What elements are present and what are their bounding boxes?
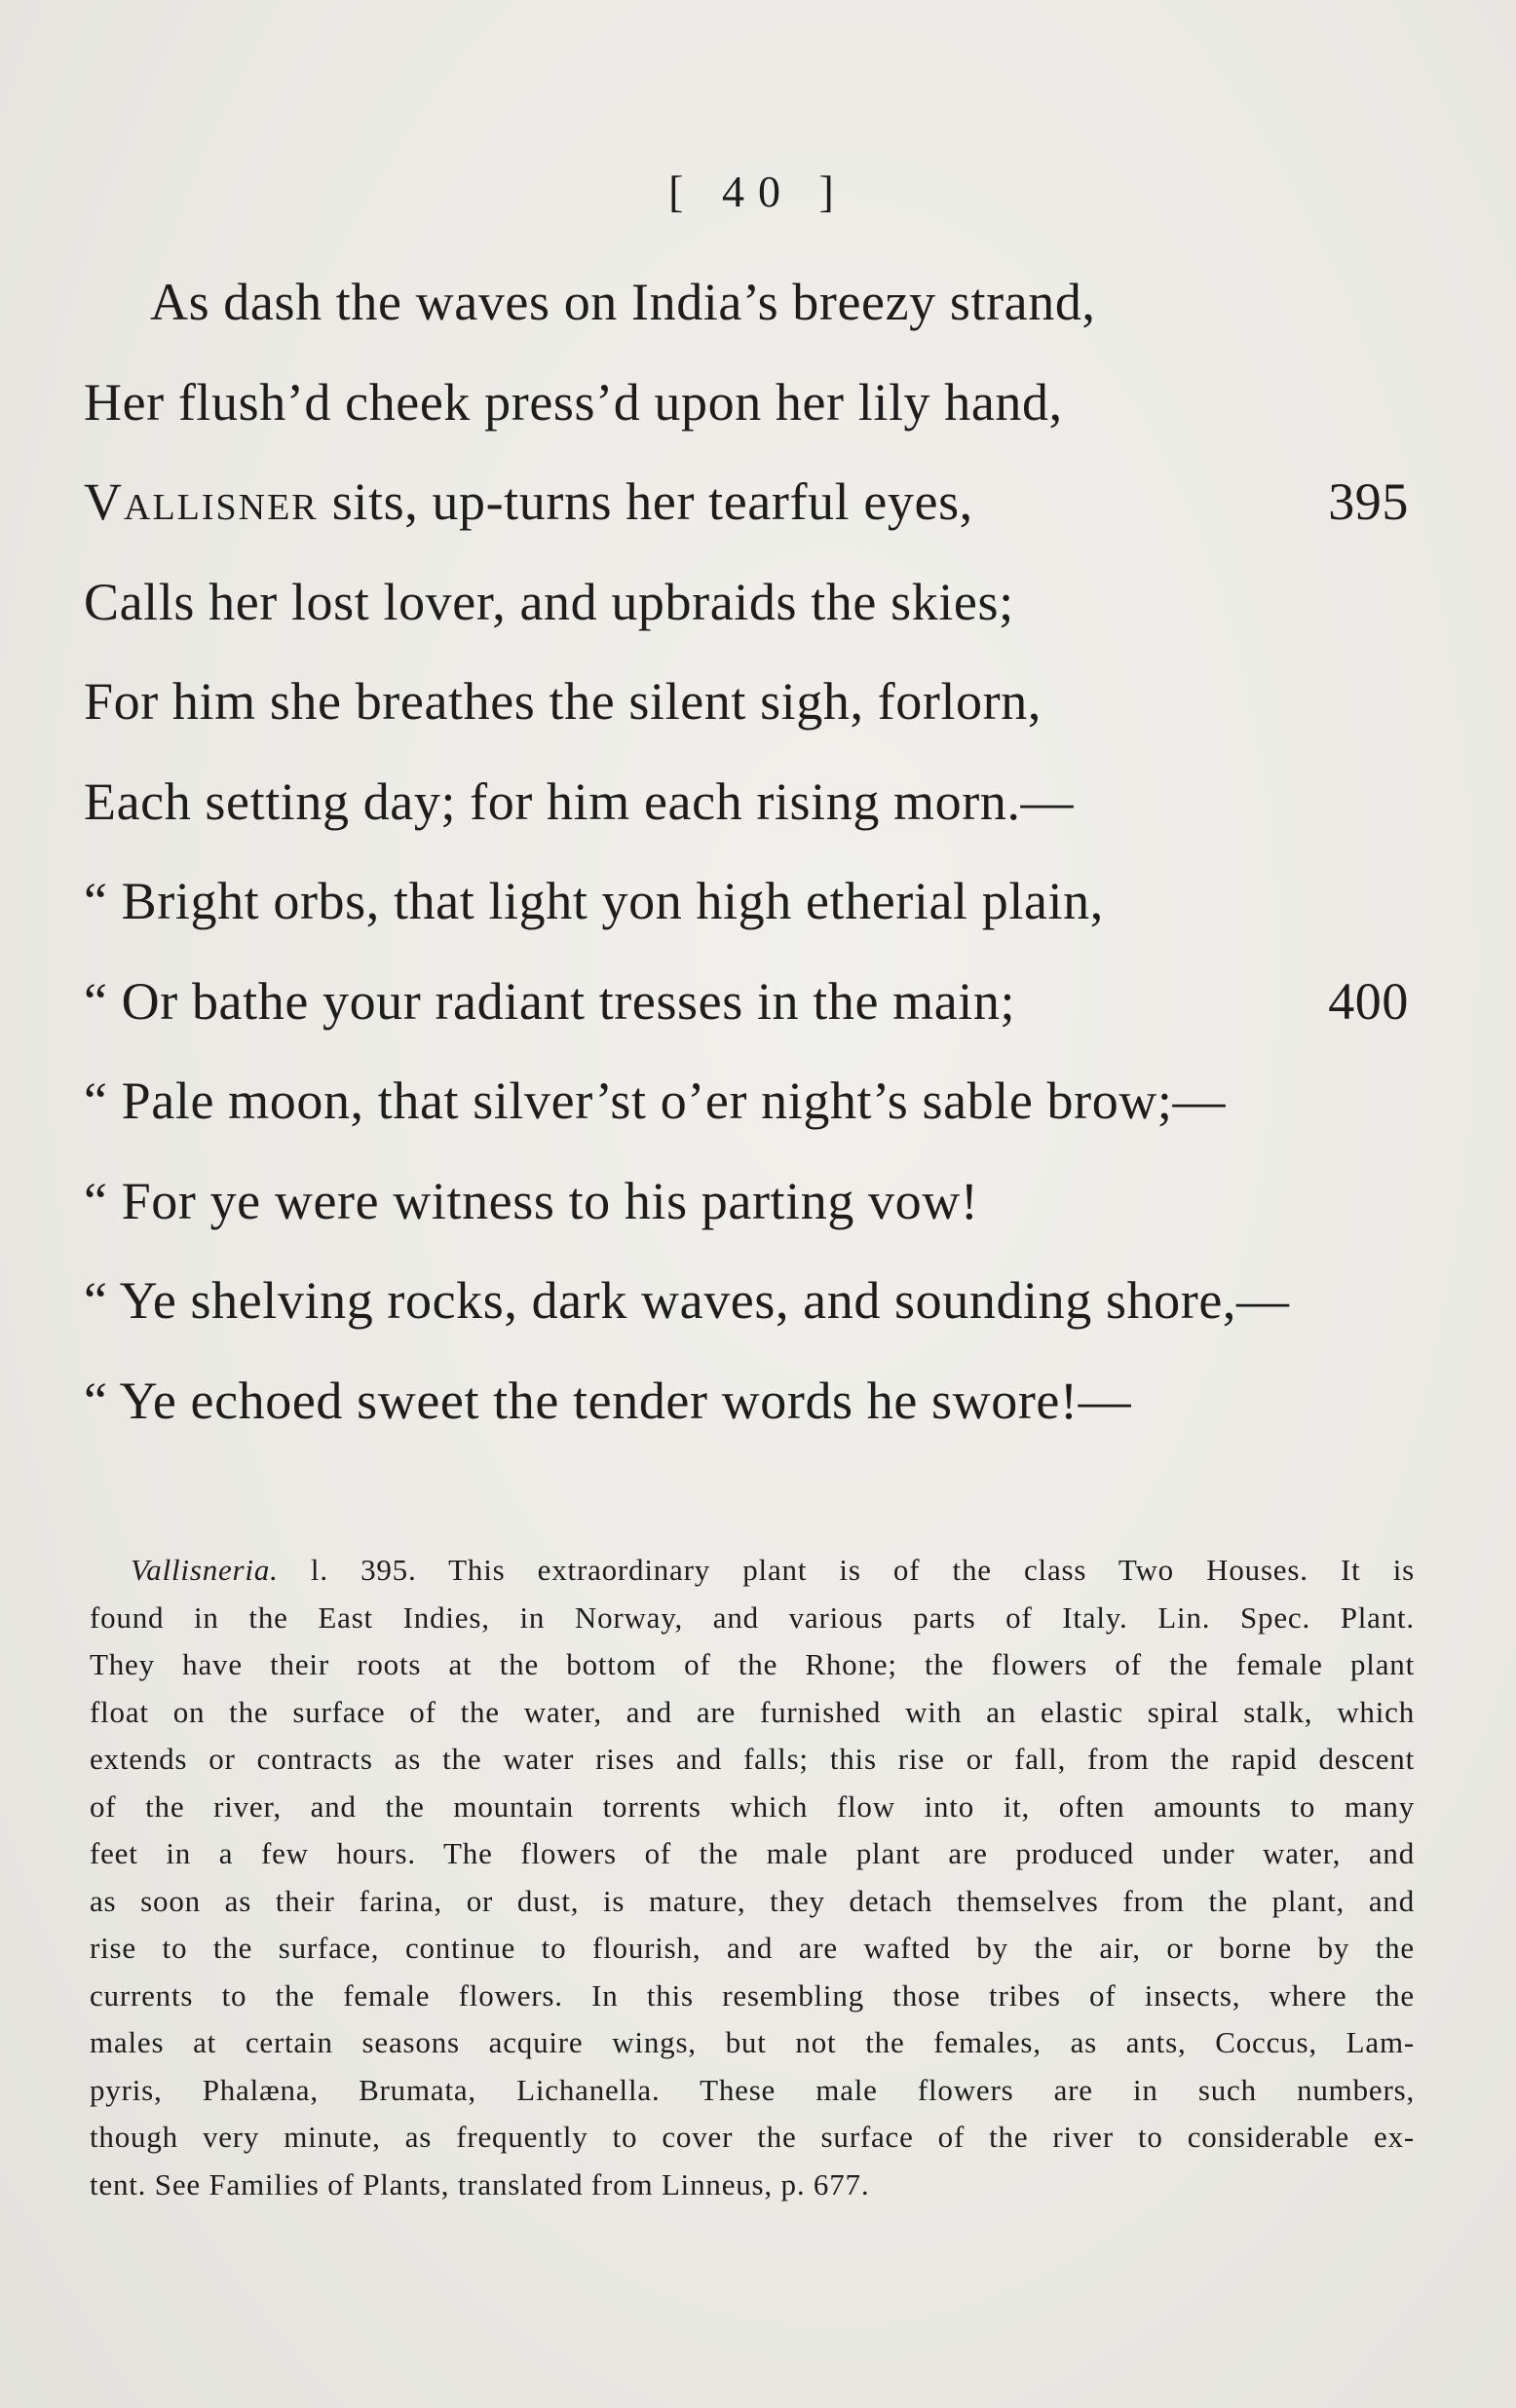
verse-line (84, 1062, 1409, 1162)
footnote-line (90, 1784, 1415, 1831)
footnote-text: males at certain seasons acquire wings, but not the females, as ants, Coccus, Lam- (90, 2025, 1415, 2059)
verse-line (84, 1261, 1409, 1362)
verse-text: For him she breathes the silent sigh, forlorn, (84, 672, 1042, 731)
page-number: [ 40 ] (668, 167, 848, 216)
footnote (90, 1547, 1415, 2208)
footnote-text: extends or contracts as the water rises and falls; this rise or fall, from the rapid descent (90, 1742, 1415, 1776)
footnote-line (90, 2162, 1415, 2209)
verse-line (84, 862, 1409, 962)
footnote-line (90, 1547, 1415, 1595)
footnote-line (90, 2019, 1415, 2067)
footnote-text: found in the East Indies, in Norway, and various parts of Italy. Lin. Spec. Plant. (90, 1599, 1415, 1635)
footnote-text: feet in a few hours. The flowers of the male plant are produced under water, and (90, 1836, 1415, 1870)
footnote-text: l. 395. This extraordinary plant is of the class Two Houses. It is (278, 1553, 1415, 1587)
poem (84, 263, 1409, 1461)
verse-line (84, 1162, 1409, 1262)
footnote-text: tent. See Families of Plants, translated from Linneus, p. 677. (90, 2166, 870, 2201)
verse-text: “ Bright orbs, that light yon high etherial plain, (84, 872, 1104, 930)
footnote-text: of the river, and the mountain torrents which flow into it, often amounts to many (90, 1788, 1415, 1824)
footnote-line (90, 1830, 1415, 1878)
footnote-line (90, 1641, 1415, 1689)
verse-line (84, 463, 1409, 563)
verse-text: “ Ye shelving rocks, dark waves, and sounding shore,— (84, 1271, 1290, 1330)
verse-line (84, 363, 1409, 464)
footnote-text: currents to the female flowers. In this resembling those tribes of insects, where the (90, 1977, 1415, 2013)
footnote-text: rise to the surface, continue to flourish, and are wafted by the air, or borne by the (90, 1931, 1415, 1965)
verse-text: Each setting day; for him each rising morn.— (84, 771, 1075, 831)
footnote-line (90, 1736, 1415, 1784)
footnote-line (90, 1595, 1415, 1642)
footnote-text: pyris, Phalæna, Brumata, Lichanella. These male flowers are in such numbers, (90, 2072, 1415, 2107)
footnote-text: float on the surface of the water, and are furnished with an elastic spiral stalk, which (90, 1694, 1415, 1729)
verse-line (84, 263, 1409, 363)
line-number: 400 (1328, 971, 1409, 1031)
verse-line (84, 662, 1409, 763)
verse-line (84, 1362, 1409, 1462)
verse-line (84, 962, 1409, 1063)
verse-text: “ For ye were witness to his parting vow! (84, 1171, 979, 1230)
verse-text: “ Ye echoed sweet the tender words he swore!— (84, 1371, 1132, 1430)
line-number: 395 (1328, 472, 1409, 531)
footnote-line (90, 1973, 1415, 2020)
footnote-line (90, 1689, 1415, 1737)
verse-text-rest: sits, up-turns her tearful eyes, (318, 472, 973, 531)
verse-text: “ Or bathe your radiant tresses in the main; (84, 971, 1016, 1031)
verse-text: “ Pale moon, that silver’st o’er night’s sable brow;— (84, 1072, 1227, 1130)
footnote-line (90, 2114, 1415, 2162)
footnote-text: They have their roots at the bottom of the Rhone; the flowers of the female plant (90, 1647, 1415, 1681)
verse-text: As dash the waves on India’s breezy strand, (150, 273, 1096, 331)
verse-text: Calls her lost lover, and upbraids the skies; (84, 572, 1014, 631)
verse-line (84, 763, 1409, 863)
verse-text (84, 463, 973, 541)
footnote-line (90, 1925, 1415, 1973)
footnote-line (90, 2067, 1415, 2115)
verse-name-smallcaps: Vallisner (84, 472, 319, 531)
verse-text: Her flush’d cheek press’d upon her lily hand, (84, 372, 1063, 432)
footnote-heading: Vallisneria. (131, 1553, 279, 1587)
footnote-line (90, 1878, 1415, 1926)
footnote-text: though very minute, as frequently to cover the surface of the river to considerable ex- (90, 2120, 1415, 2154)
footnote-text: as soon as their farina, or dust, is mature, they detach themselves from the plant, and (90, 1883, 1415, 1918)
verse-line (84, 563, 1409, 663)
